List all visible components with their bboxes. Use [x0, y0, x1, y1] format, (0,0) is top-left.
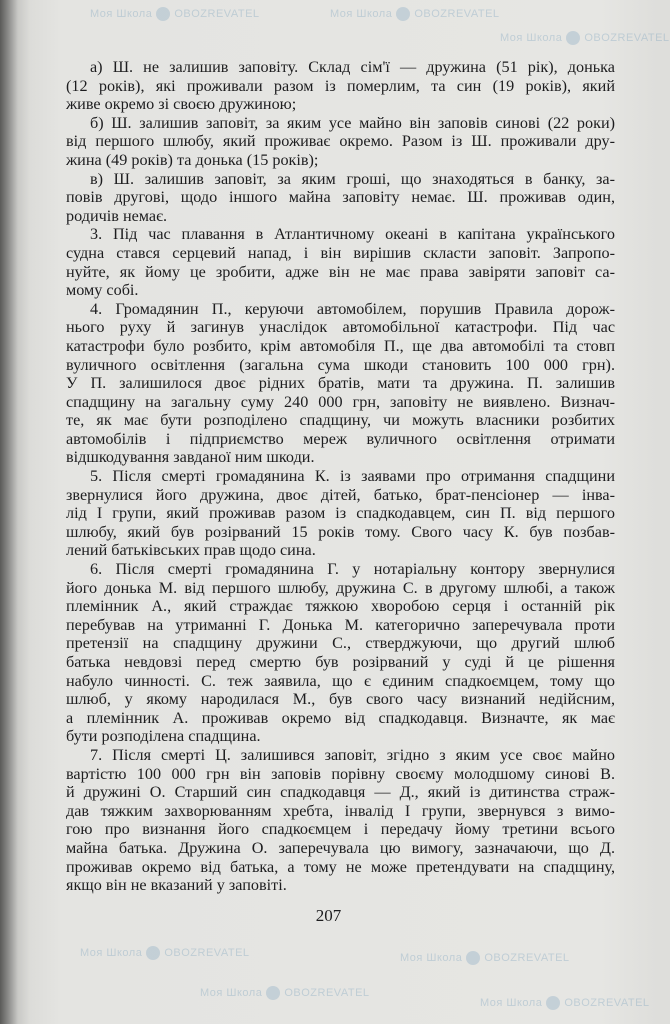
text-line: лений батьківських прав щодо сина. — [66, 541, 316, 560]
text-line: майна батька. Дружина О. заперечувала цю вимогу, зазначаючи, що Д. — [66, 838, 615, 857]
text-line: племінник А., який страждає тяжкою хворобою серця і останній рік — [66, 597, 615, 616]
text-line: а племінник А. проживав окремо від спадкодавця. Визначте, як має — [66, 708, 615, 727]
logo-icon — [466, 951, 480, 965]
text-line: мому собі. — [66, 281, 139, 300]
text-line: звернулися його дружина, двоє дітей, батько, брат-пенсіонер — інва- — [66, 485, 615, 504]
text-line: 3. Під час плавання в Атлантичному океані в капітана українського — [90, 225, 615, 244]
text-line: перебував на утриманні Г. Донька М. категорично заперечувала проти — [66, 615, 615, 634]
watermark-text: OBOZREVATEL — [284, 987, 370, 999]
text-line: вуличного освітлення (загальна сума шкоди становить 100 000 грн). — [66, 355, 615, 374]
text-line: якщо він не вказаний у заповіті. — [66, 876, 287, 895]
logo-icon — [156, 7, 170, 21]
text-line: б) Ш. залишив заповіт, за яким усе майно він заповів синові (22 роки) — [90, 113, 615, 132]
logo-icon — [546, 996, 560, 1010]
text-line: шлюб, у якому народилася М., був свого часу визнаний недійсним, — [66, 690, 615, 709]
text-line: живе окремо зі своєю дружиною; — [66, 95, 297, 114]
text-line: нього руху й загинув унаслідок автомобільної катастрофи. Під час — [66, 318, 615, 337]
watermark — [400, 950, 570, 966]
watermark-text: Моя Школа — [80, 947, 143, 959]
text-line: автомобілів і підприємство мереж вуличного освітлення отримати — [66, 429, 615, 448]
text-line: відшкодування завданої ним шкоди. — [66, 448, 315, 467]
page-number: 207 — [315, 906, 342, 925]
watermark — [330, 6, 500, 22]
text-line: його донька М. від першого шлюбу, дружина С. в другому шлюбі, а також — [66, 578, 615, 597]
text-line: шлюбу, який був розірваний 15 років тому. Свого часу К. був позбав- — [66, 522, 615, 541]
watermark-text: Моя Школа — [90, 8, 153, 20]
logo-icon — [266, 986, 280, 1000]
text-line: лід I групи, який проживав разом із спадкодавцем, син П. від першого — [66, 504, 615, 523]
watermark — [80, 945, 250, 961]
text-line: 4. Громадянин П., керуючи автомобілем, порушив Правила дорож- — [90, 299, 615, 318]
text-line: катастрофи було розбито, крім автомобіля П., ще два автомобілі та стовп — [66, 336, 615, 355]
watermark-text: OBOZREVATEL — [584, 32, 670, 44]
watermark-text: Моя Школа — [400, 952, 463, 964]
text-line: 5. Після смерті громадянина К. із заявами про отримання спадщини — [90, 467, 615, 486]
text-line: (12 років), які проживали разом із померлим, та син (19 років), який — [66, 76, 615, 95]
text-line: жина (49 років) та донька (15 років); — [66, 150, 319, 169]
watermark — [480, 995, 650, 1011]
text-line: бути розподілена спадщина. — [66, 727, 261, 746]
watermark-text: OBOZREVATEL — [164, 947, 250, 959]
text-line: батька невдовзі перед смертю був розірваний у суді й це рішення — [66, 653, 615, 671]
logo-icon — [566, 31, 580, 45]
watermark-text: Моя Школа — [500, 32, 563, 44]
text-line: нуйте, як йому це зробити, адже він не має права завіряти заповіт са- — [66, 262, 615, 281]
watermark-text: OBOZREVATEL — [564, 997, 650, 1009]
text-line: У П. залишилося двоє рідних братів, мати та дружина. П. залишив — [66, 374, 615, 393]
text-line: те, як має бути розподілено спадщину, чи можуть власники розбитих — [66, 411, 615, 430]
watermark-text: Моя Школа — [200, 987, 263, 999]
logo-icon — [396, 7, 410, 21]
text-line: а) Ш. не залишив заповіту. Склад сім'ї — дружина (51 рік), донька — [90, 58, 615, 76]
text-line: набуло чинності. С. теж заявила, що є єдиним спадкоємцем, тому що — [66, 671, 615, 690]
logo-icon — [146, 946, 160, 960]
watermark-text: Моя Школа — [330, 8, 393, 20]
text-line: гою про визнання його спадкоємцем і передачу йому третини всього — [66, 820, 615, 839]
watermark-text: OBOZREVATEL — [174, 8, 260, 20]
text-line: 7. Після смерті Ц. залишився заповіт, згідно з яким усе своє майно — [90, 745, 615, 764]
text-line: родичів немає. — [66, 206, 168, 225]
text-line: повів другові, щодо іншого майна заповіту немає. Ш. проживав один, — [66, 188, 615, 207]
text-line: від першого шлюбу, який проживає окремо. Разом із Ш. проживали дру- — [66, 132, 615, 151]
page-text — [66, 58, 615, 895]
watermark — [200, 985, 370, 1001]
text-line: й дружині О. Старший син спадкодавця — Д., який із дитинства страж- — [66, 783, 615, 802]
watermark-text: OBOZREVATEL — [414, 8, 500, 20]
watermark — [500, 30, 670, 46]
text-line: проживав окремо від батька, а тому не може претендувати на спадщину, — [66, 857, 615, 876]
text-line: вартістю 100 000 грн він заповів порівну своєму молодшому синові В. — [66, 764, 615, 783]
text-line: дав тяжким захворюванням хребта, інвалід I групи, звернувся з вимо- — [66, 801, 615, 820]
text-line: спадщину на загальну суму 240 000 грн, заповіту не виявлено. Визнач- — [66, 392, 615, 411]
text-line: судна стався серцевий напад, і він вирішив скласти заповіт. Запропо- — [66, 243, 615, 262]
watermark-text: Моя Школа — [480, 997, 543, 1009]
text-line: в) Ш. залишив заповіт, за яким гроші, що знаходяться в банку, за- — [90, 169, 615, 188]
text-line: претензії на спадщину дружини С., стверджуючи, що другий шлюб — [66, 634, 615, 653]
text-line: 6. Після смерті громадянина Г. у нотаріальну контору звернулися — [90, 560, 615, 579]
watermark — [90, 6, 260, 22]
watermark-text: OBOZREVATEL — [484, 952, 570, 964]
